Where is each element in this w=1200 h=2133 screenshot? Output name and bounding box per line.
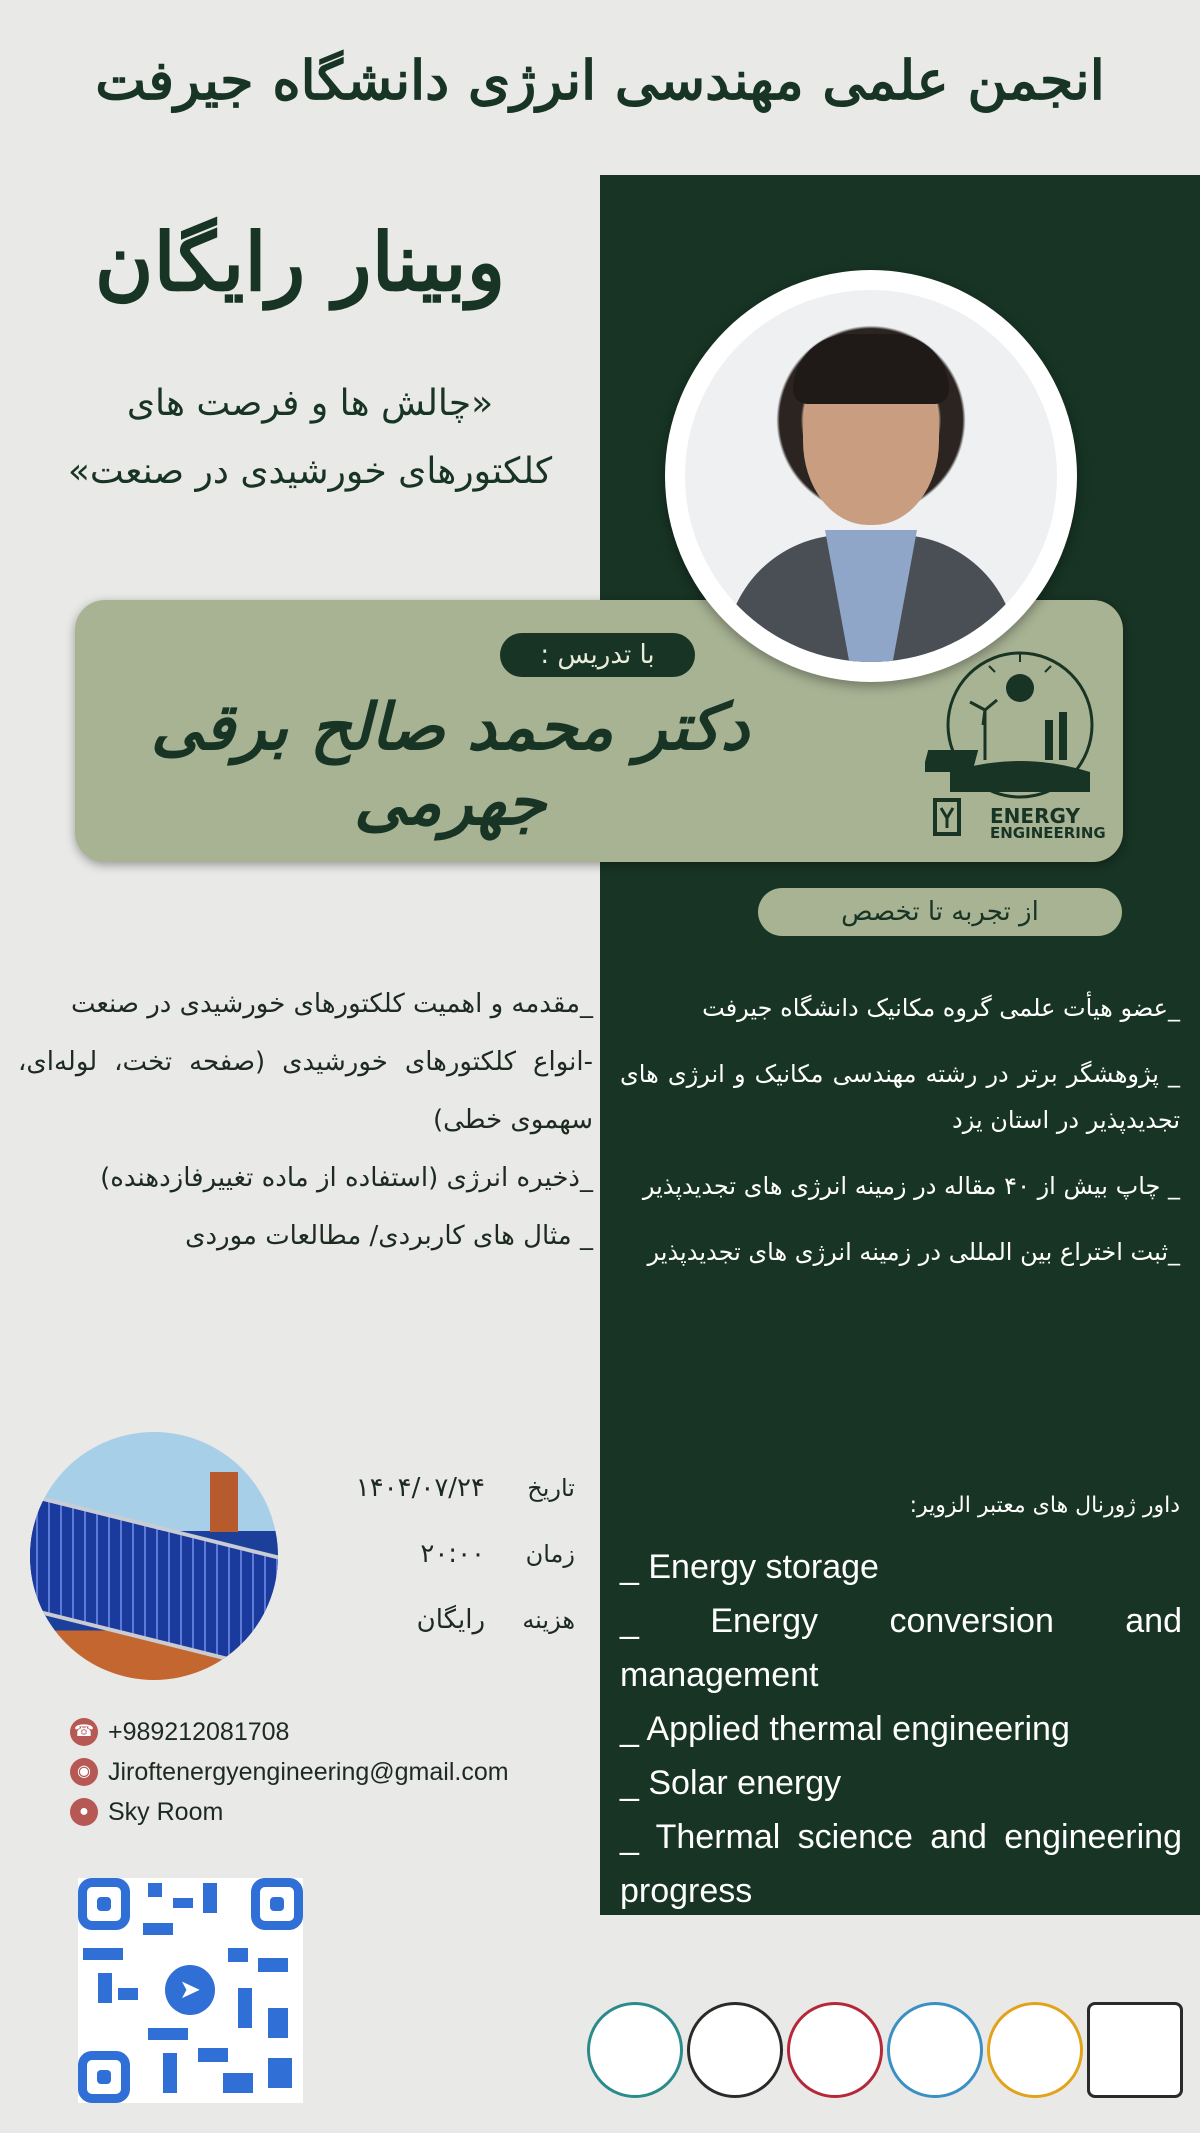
topic-line-2: کلکتورهای خورشیدی در صنعت» (67, 451, 553, 492)
agenda-list (18, 975, 593, 1265)
agenda-item: _ مثال های کاربردی/ مطالعات موردی (185, 1221, 593, 1251)
journal-item: _ Thermal science and engineering progress (620, 1818, 1182, 1910)
experience-item: _ چاپ بیش از ۴۰ مقاله در زمینه انرژی های تجدیدپذیر (642, 1172, 1180, 1200)
journal-item: _ Energy conversion and management (620, 1602, 1182, 1694)
journal-list (620, 1540, 1182, 1918)
date-row (300, 1455, 575, 1521)
email-contact[interactable] (70, 1752, 590, 1792)
time-label: زمان (525, 1540, 575, 1568)
cost-label: هزینه (522, 1606, 575, 1634)
partner-logo (687, 2002, 783, 2098)
journal-item: _ Solar energy (620, 1764, 842, 1802)
contact-info (70, 1712, 590, 1832)
logo-text-energy: ENERGY (990, 804, 1080, 828)
topic-line-1: «چالش ها و فرصت های (126, 383, 494, 424)
cost-value: رایگان (416, 1605, 485, 1635)
presenter-label: با تدریس : (500, 633, 695, 677)
email-address[interactable]: Jiroftenergyengineering@gmail.com (108, 1757, 509, 1786)
date-value: ۱۴۰۴/۰۷/۲۴ (355, 1473, 485, 1503)
experience-item: _عضو هیأت علمی گروه مکانیک دانشگاه جیرفت (702, 994, 1180, 1022)
journal-item: _ Energy storage (620, 1548, 879, 1586)
experience-list (620, 985, 1180, 1295)
phone-contact[interactable] (70, 1712, 590, 1752)
partner-logo (587, 2002, 683, 2098)
time-row (300, 1521, 575, 1587)
qr-code[interactable] (78, 1878, 303, 2103)
event-details (300, 1455, 575, 1653)
platform-contact (70, 1792, 590, 1832)
webinar-title: وبینار رایگان (94, 215, 506, 309)
presenter-name: دکتر محمد صالح برقی جهرمی (150, 690, 750, 840)
experience-item: _ثبت اختراع بین المللی در زمینه انرژی های تجدیدپذیر (647, 1238, 1180, 1266)
partner-logo (987, 2002, 1083, 2098)
webinar-topic (30, 370, 590, 506)
partner-logos (585, 1990, 1185, 2110)
cost-row (300, 1587, 575, 1653)
journal-item: _ Applied thermal engineering (620, 1710, 1070, 1748)
reviewer-label: داور ژورنال های معتبر الزویر: (909, 1493, 1180, 1518)
presenter-photo (685, 290, 1057, 662)
logo-text-engineering: ENGINEERING (990, 824, 1106, 842)
partner-logo (1087, 2002, 1183, 2098)
agenda-item: _مقدمه و اهمیت کلکتورهای خورشیدی در صنعت (70, 989, 593, 1019)
phone-number[interactable]: +989212081708 (108, 1717, 290, 1746)
time-value: ۲۰:۰۰ (420, 1539, 485, 1569)
partner-logo (887, 2002, 983, 2098)
agenda-item: -انواع کلکتورهای خورشیدی (صفحه تخت، لوله‌ای، سهموی خطی) (18, 1047, 593, 1135)
date-label: تاریخ (527, 1474, 575, 1502)
phone-icon: ☎ (70, 1718, 98, 1746)
telegram-icon: ➤ (165, 1965, 215, 2015)
agenda-item: _ذخیره انرژی (استفاده از ماده تغییرفازدهنده) (100, 1163, 593, 1193)
platform-name: Sky Room (108, 1797, 224, 1826)
experience-item: _ پژوهشگر برتر در رشته مهندسی مکانیک و انرژی های تجدیدپذیر در استان یزد (620, 1060, 1180, 1134)
solar-collector-image (30, 1432, 278, 1680)
partner-logo (787, 2002, 883, 2098)
globe-icon: ◉ (70, 1758, 98, 1786)
logo-wordmark (990, 804, 1120, 842)
association-title: انجمن علمی مهندسی انرژی دانشگاه جیرفت (95, 48, 1105, 112)
experience-label: از تجربه تا تخصص (758, 888, 1122, 936)
location-icon: ● (70, 1798, 98, 1826)
